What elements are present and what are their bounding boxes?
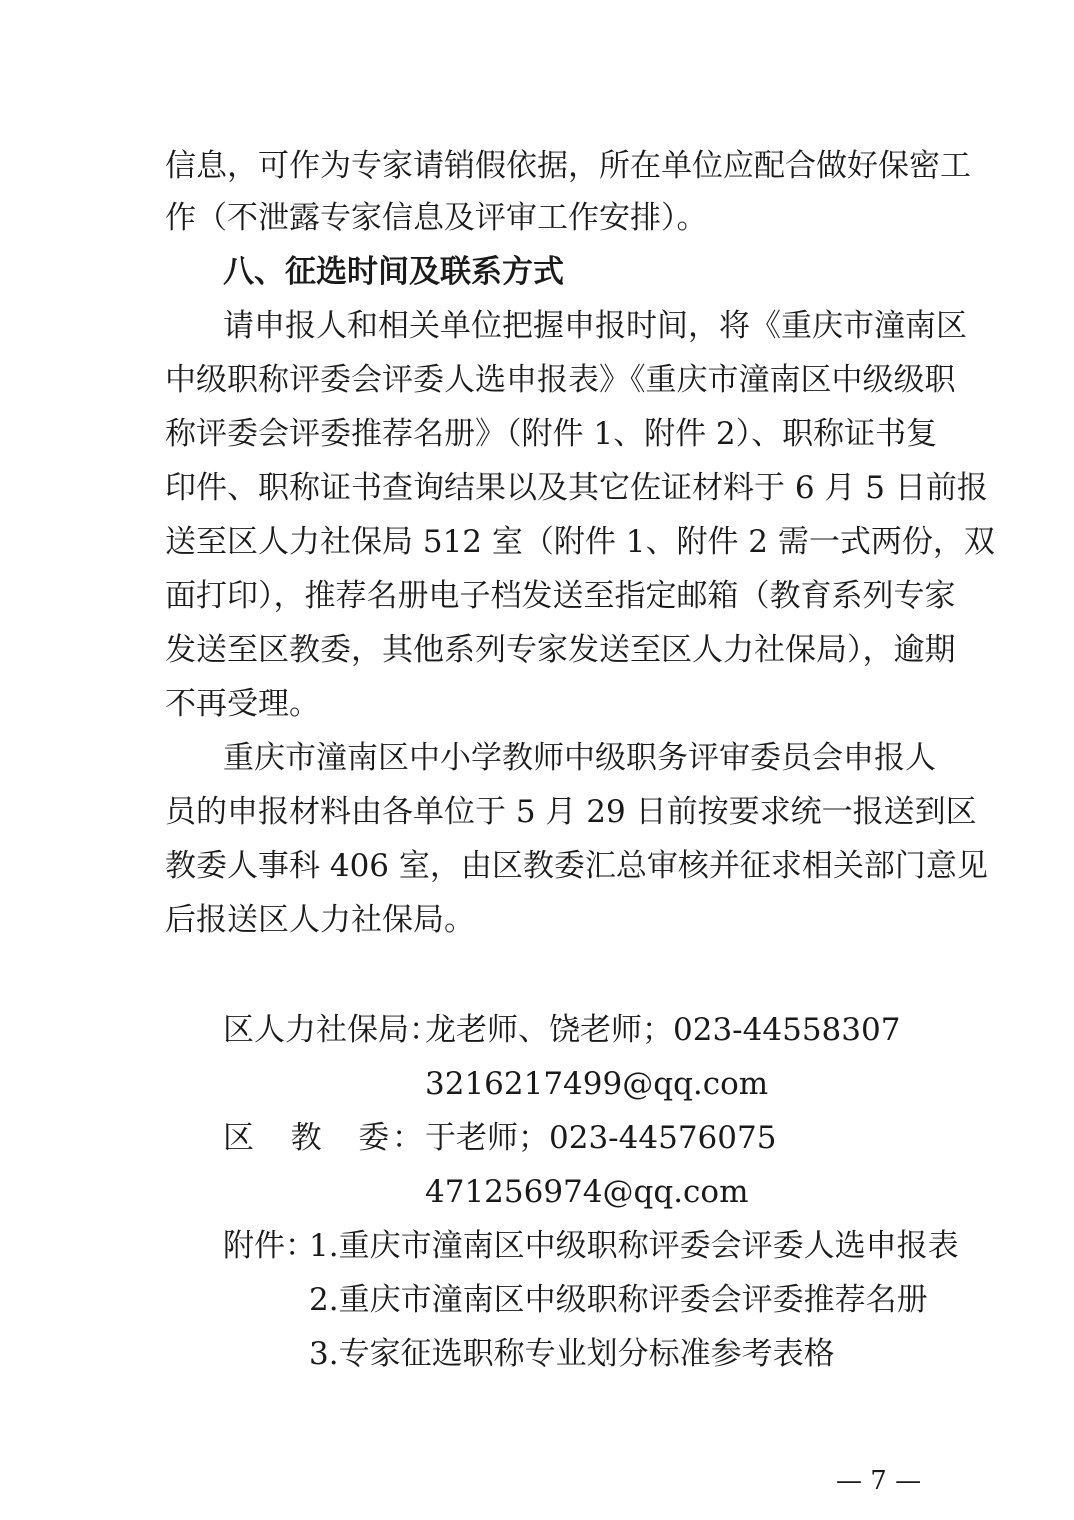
page-number: — 7 — <box>836 1466 922 1496</box>
contact-email: 3216217499@qq.com <box>425 1066 769 1102</box>
contact-phone: 于老师；023-44576075 <box>425 1120 777 1156</box>
body-line: 面打印），推荐名册电子档发送至指定邮箱（教育系列专家 <box>165 578 956 614</box>
attachments-row <box>0 1226 1074 1266</box>
attachment-item: 3.专家征选职称专业划分标准参考表格 <box>309 1336 835 1372</box>
body-line: 重庆市潼南区中小学教师中级职务评审委员会申报人 <box>223 740 936 776</box>
attachments-label: 附件： <box>223 1228 316 1264</box>
body-line: 不再受理。 <box>165 686 320 722</box>
contact-education <box>0 1118 1074 1158</box>
body-line: 称评委会评委推荐名册》（附件 1、附件 2）、职称证书复 <box>165 416 938 452</box>
body-line: 作（不泄露专家信息及评审工作安排）。 <box>165 200 708 236</box>
body-line: 中级职称评委会评委人选申报表》《重庆市潼南区中级级职 <box>165 362 956 398</box>
body-line: 请申报人和相关单位把握申报时间，将《重庆市潼南区 <box>223 308 967 344</box>
contact-hrss-email-row <box>0 1064 1074 1104</box>
section-heading: 八、征选时间及联系方式 <box>223 254 564 290</box>
body-line: 信息，可作为专家请销假依据，所在单位应配合做好保密工 <box>165 148 971 184</box>
attachment-item: 2.重庆市潼南区中级职称评委会评委推荐名册 <box>309 1282 928 1318</box>
body-line: 员的申报材料由各单位于 5 月 29 日前按要求统一报送到区 <box>165 794 977 830</box>
attachment-item: 1.重庆市潼南区中级职称评委会评委人选申报表 <box>309 1228 959 1264</box>
body-line: 印件、职称证书查询结果以及其它佐证材料于 6 月 5 日前报 <box>165 470 988 506</box>
contact-education-email-row <box>0 1172 1074 1212</box>
contact-phone: 龙老师、饶老师；023-44558307 <box>425 1012 901 1048</box>
attachments-row <box>0 1280 1074 1320</box>
body-line: 送至区人力社保局 512 室（附件 1、附件 2 需一式两份，双 <box>165 524 995 560</box>
attachments-row <box>0 1334 1074 1374</box>
body-line: 后报送区人力社保局。 <box>165 902 475 938</box>
contact-email: 471256974@qq.com <box>425 1174 749 1210</box>
contact-label: 区人力社保局： <box>223 1012 440 1048</box>
body-line: 发送至区教委，其他系列专家发送至区人力社保局），逾期 <box>165 632 956 668</box>
contact-hrss <box>0 1010 1074 1050</box>
body-line: 教委人事科 406 室，由区教委汇总审核并征求相关部门意见 <box>165 848 988 884</box>
contact-label: 区 教 委： <box>223 1120 423 1156</box>
